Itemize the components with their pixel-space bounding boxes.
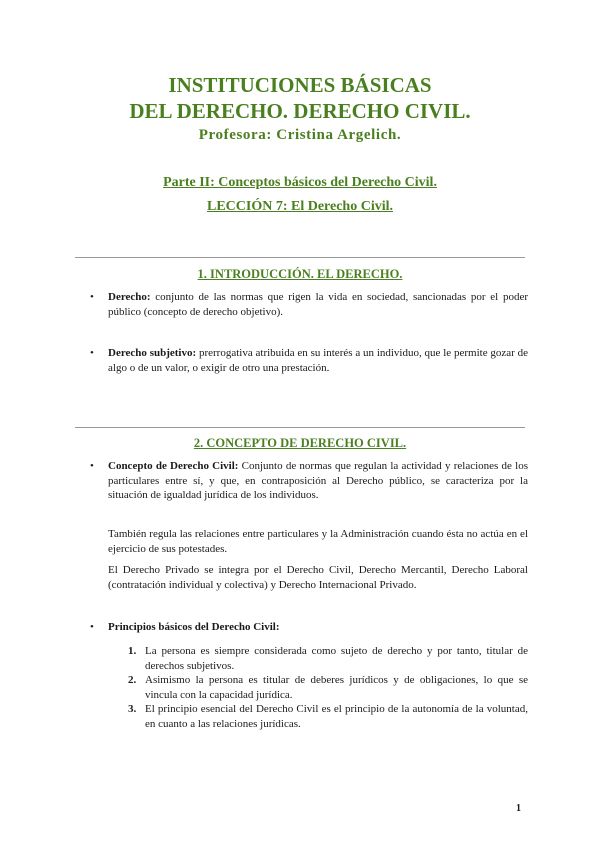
section-divider: [75, 427, 525, 428]
definition-derecho: [108, 290, 528, 319]
bullet-icon: •: [90, 291, 94, 303]
professor-name: Profesora: Cristina Argelich.: [198, 127, 402, 143]
principle-item: Asimismo la persona es titular de deberes jurídicos y de obligaciones, lo que se vincula con la capacidad jurídica.: [145, 674, 528, 701]
term: Derecho subjetivo:: [108, 347, 197, 359]
bullet-icon: •: [90, 460, 94, 472]
definition-derecho-subjetivo: [108, 346, 528, 375]
principle-item: El principio esencial del Derecho Civil es el principio de la autonomía de la voluntad, en cuanto a las relaciones jurídicas.: [145, 703, 528, 730]
definition-text: Conjunto de normas que regulan la actividad y relaciones de los particulares entre sí, y que, en contraposición al Derecho público, se caracteriza por la situación de igualdad jurídica de los individuos.: [108, 460, 528, 501]
definition-text: prerrogativa atribuida en su interés a un individuo, que le permite gozar de algo o de un valor, o exigir de otro una prestación.: [108, 347, 529, 374]
definition-derecho-civil: [108, 459, 528, 503]
paragraph-administracion: También regula las relaciones entre particulares y la Administración cuando ésta no actúa en el ejercicio de sus potestades.: [108, 528, 528, 555]
part-heading: Parte II: Conceptos básicos del Derecho Civil.: [163, 175, 437, 190]
bullet-icon: •: [90, 621, 94, 633]
list-number: 3.: [128, 703, 137, 715]
document-title-line2: DEL DERECHO. DERECHO CIVIL.: [129, 99, 471, 123]
section1-heading: 1. INTRODUCCIÓN. EL DERECHO.: [197, 267, 403, 281]
list-number: 2.: [128, 674, 137, 686]
paragraph-derecho-privado: El Derecho Privado se integra por el Derecho Civil, Derecho Mercantil, Derecho Laboral (contratación individual y colectiva) y Derecho Internacional Privado.: [108, 564, 528, 591]
principles-heading: [108, 620, 528, 635]
bullet-icon: •: [90, 347, 94, 359]
definition-text: conjunto de las normas que rigen la vida en sociedad, sancionadas por el poder público (concepto de derecho objetivo).: [108, 291, 528, 318]
term: Derecho:: [108, 291, 151, 303]
page-number: 1: [516, 803, 521, 814]
document-title-line1: INSTITUCIONES BÁSICAS: [168, 73, 432, 97]
list-number: 1.: [128, 645, 137, 657]
section-divider: [75, 257, 525, 258]
lesson-heading: LECCIÓN 7: El Derecho Civil.: [206, 199, 393, 214]
principles-heading-text: Principios básicos del Derecho Civil:: [108, 621, 280, 633]
term: Concepto de Derecho Civil:: [108, 460, 239, 472]
section2-heading: 2. CONCEPTO DE DERECHO CIVIL.: [193, 436, 407, 450]
principle-item: La persona es siempre considerada como sujeto de derecho y por tanto, titular de derechos subjetivos.: [145, 645, 528, 672]
